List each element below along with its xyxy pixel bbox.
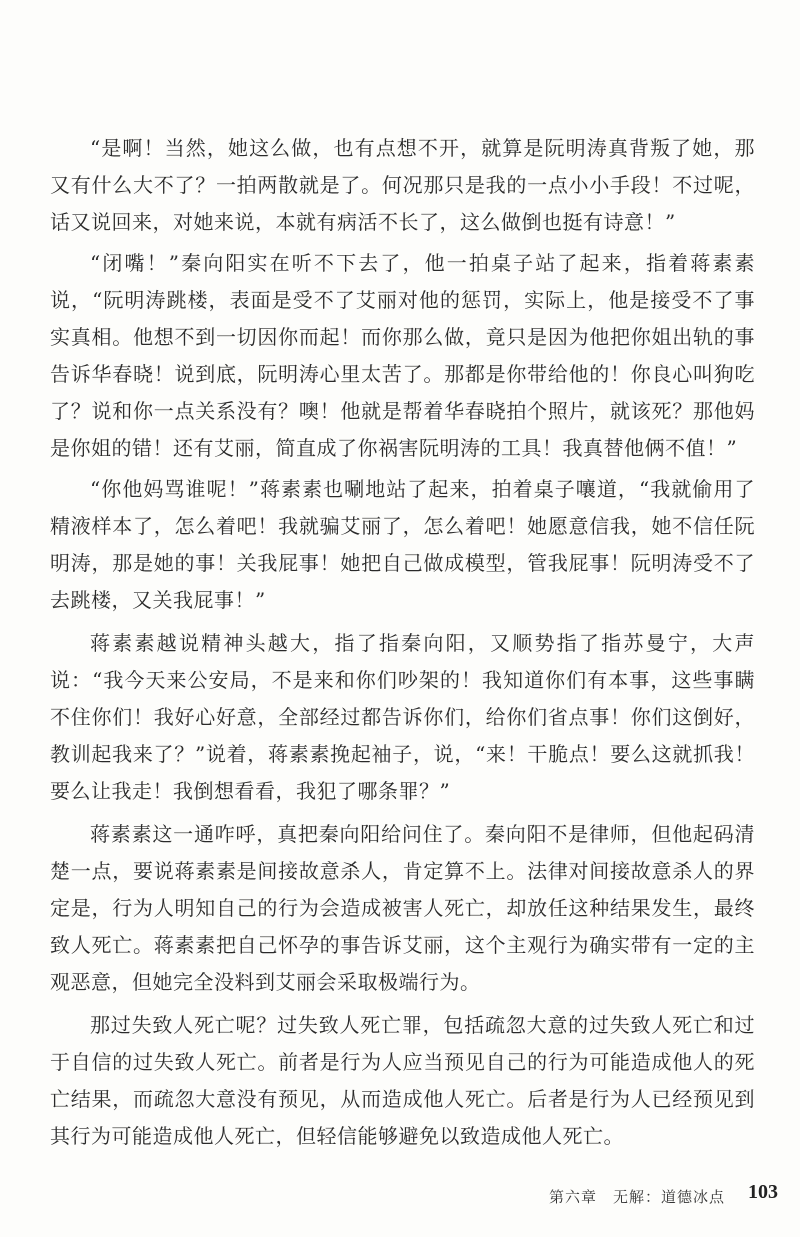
page-number: 103	[748, 1181, 778, 1203]
page-body	[50, 130, 755, 1155]
paragraph-4: 蒋素素越说精神头越大，指了指秦向阳，又顺势指了指苏曼宁，大声说：“我今天来公安局，不是来和你们吵架的！我知道你们有本事，这些事瞒不住你们！我好心好意，全部经过都告诉你们，给你们省点事！你们这倒好，教训起我来了？”说着，蒋素素挽起袖子，说，“来！干脆点！要么这就抓我！要么让我走！我倒想看看，我犯了哪条罪？”	[50, 631, 755, 803]
paragraph-5: 蒋素素这一通咋呼，真把秦向阳给问住了。秦向阳不是律师，但他起码清楚一点，要说蒋素素是间接故意杀人，肯定算不上。法律对间接故意杀人的界定是，行为人明知自己的行为会造成被害人死亡，却放任这种结果发生，最终致人死亡。蒋素素把自己怀孕的事告诉艾丽，这个主观行为确实带有一定的主观恶意，但她完全没料到艾丽会采取极端行为。	[50, 822, 755, 994]
running-footer-chapter: 第六章 无解：道德冰点	[548, 1188, 725, 1206]
paragraph-6: 那过失致人死亡呢？过失致人死亡罪，包括疏忽大意的过失致人死亡和过于自信的过失致人死亡。前者是行为人应当预见自己的行为可能造成他人的死亡结果，而疏忽大意没有预见，从而造成他人死亡。后者是行为人已经预见到其行为可能造成他人死亡，但轻信能够避免以致造成他人死亡。	[50, 1013, 755, 1148]
paragraph-3: “你他妈骂谁呢！”蒋素素也唰地站了起来，拍着桌子嚷道，“我就偷用了精液样本了，怎么着吧！我就骗艾丽了，怎么着吧！她愿意信我，她不信任阮明涛，那是她的事！关我屁事！她把自己做成模型，管我屁事！阮明涛受不了去跳楼，又关我屁事！”	[50, 477, 755, 612]
paragraph-1: “是啊！当然，她这么做，也有点想不开，就算是阮明涛真背叛了她，那又有什么大不了？一拍两散就是了。何况那只是我的一点小小手段！不过呢，话又说回来，对她来说，本就有病活不长了，这么做倒也挺有诗意！”	[50, 136, 755, 234]
page-footer	[0, 1180, 800, 1210]
paragraph-2: “闭嘴！”秦向阳实在听不下去了，他一拍桌子站了起来，指着蒋素素说，“阮明涛跳楼，表面是受不了艾丽对他的惩罚，实际上，他是接受不了事实真相。他想不到一切因你而起！而你那么做，竟只是因为他把你姐出轨的事告诉华春晓！说到底，阮明涛心里太苦了。那都是你带给他的！你良心叫狗吃了？说和你一点关系没有？噢！他就是帮着华春晓拍个照片，就该死？那他妈是你姐的错！还有艾丽，简直成了你祸害阮明涛的工具！我真替他俩不值！”	[50, 251, 755, 460]
